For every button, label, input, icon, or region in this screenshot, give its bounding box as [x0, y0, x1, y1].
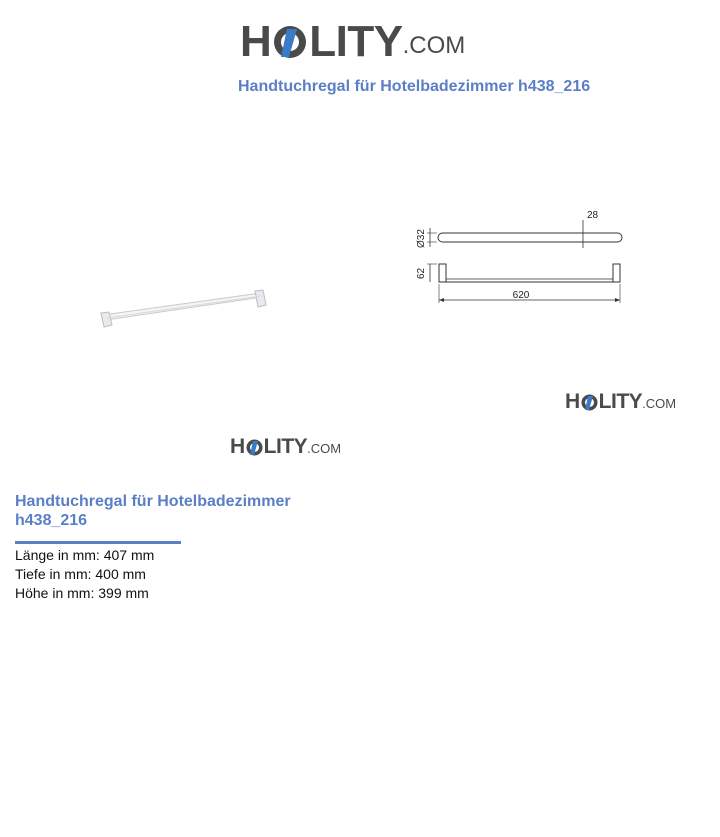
brand-logo-small: [565, 388, 676, 416]
logo-o-icon: [271, 21, 309, 63]
page-title: Handtuchregal für Hotelbadezimmer h438_216: [238, 78, 591, 95]
length-label: 620: [512, 290, 530, 301]
depth-label: 28: [587, 210, 599, 221]
diameter-label: Ø32: [416, 229, 427, 248]
brand-logo-small: [230, 433, 341, 461]
logo-o-icon: [245, 437, 264, 458]
spec-height: Höhe in mm: 399 mm: [15, 585, 149, 601]
logo-wordmark-left: H: [230, 435, 245, 458]
logo-wordmark-right: LITY: [309, 17, 403, 66]
logo-wordmark-right: LITY: [598, 390, 643, 413]
product-photo: [95, 285, 275, 340]
logo-domain-suffix: .COM: [642, 396, 677, 411]
spec-depth: Tiefe in mm: 400 mm: [15, 566, 146, 582]
title-divider: [15, 541, 181, 544]
logo-wordmark-right: LITY: [263, 435, 308, 458]
logo-wordmark-left: H: [565, 390, 580, 413]
technical-drawing: [410, 200, 640, 310]
logo-domain-suffix: .COM: [307, 441, 342, 456]
height-label: 62: [416, 267, 427, 279]
logo-o-icon: [580, 392, 599, 413]
brand-logo[interactable]: [240, 14, 465, 70]
logo-wordmark-left: H: [240, 17, 272, 66]
product-title: Handtuchregal für Hotelbadezimmer h438_216: [15, 493, 291, 529]
spec-list: [15, 546, 154, 603]
logo-domain-suffix: .COM: [402, 32, 466, 59]
spec-length: Länge in mm: 407 mm: [15, 547, 155, 563]
